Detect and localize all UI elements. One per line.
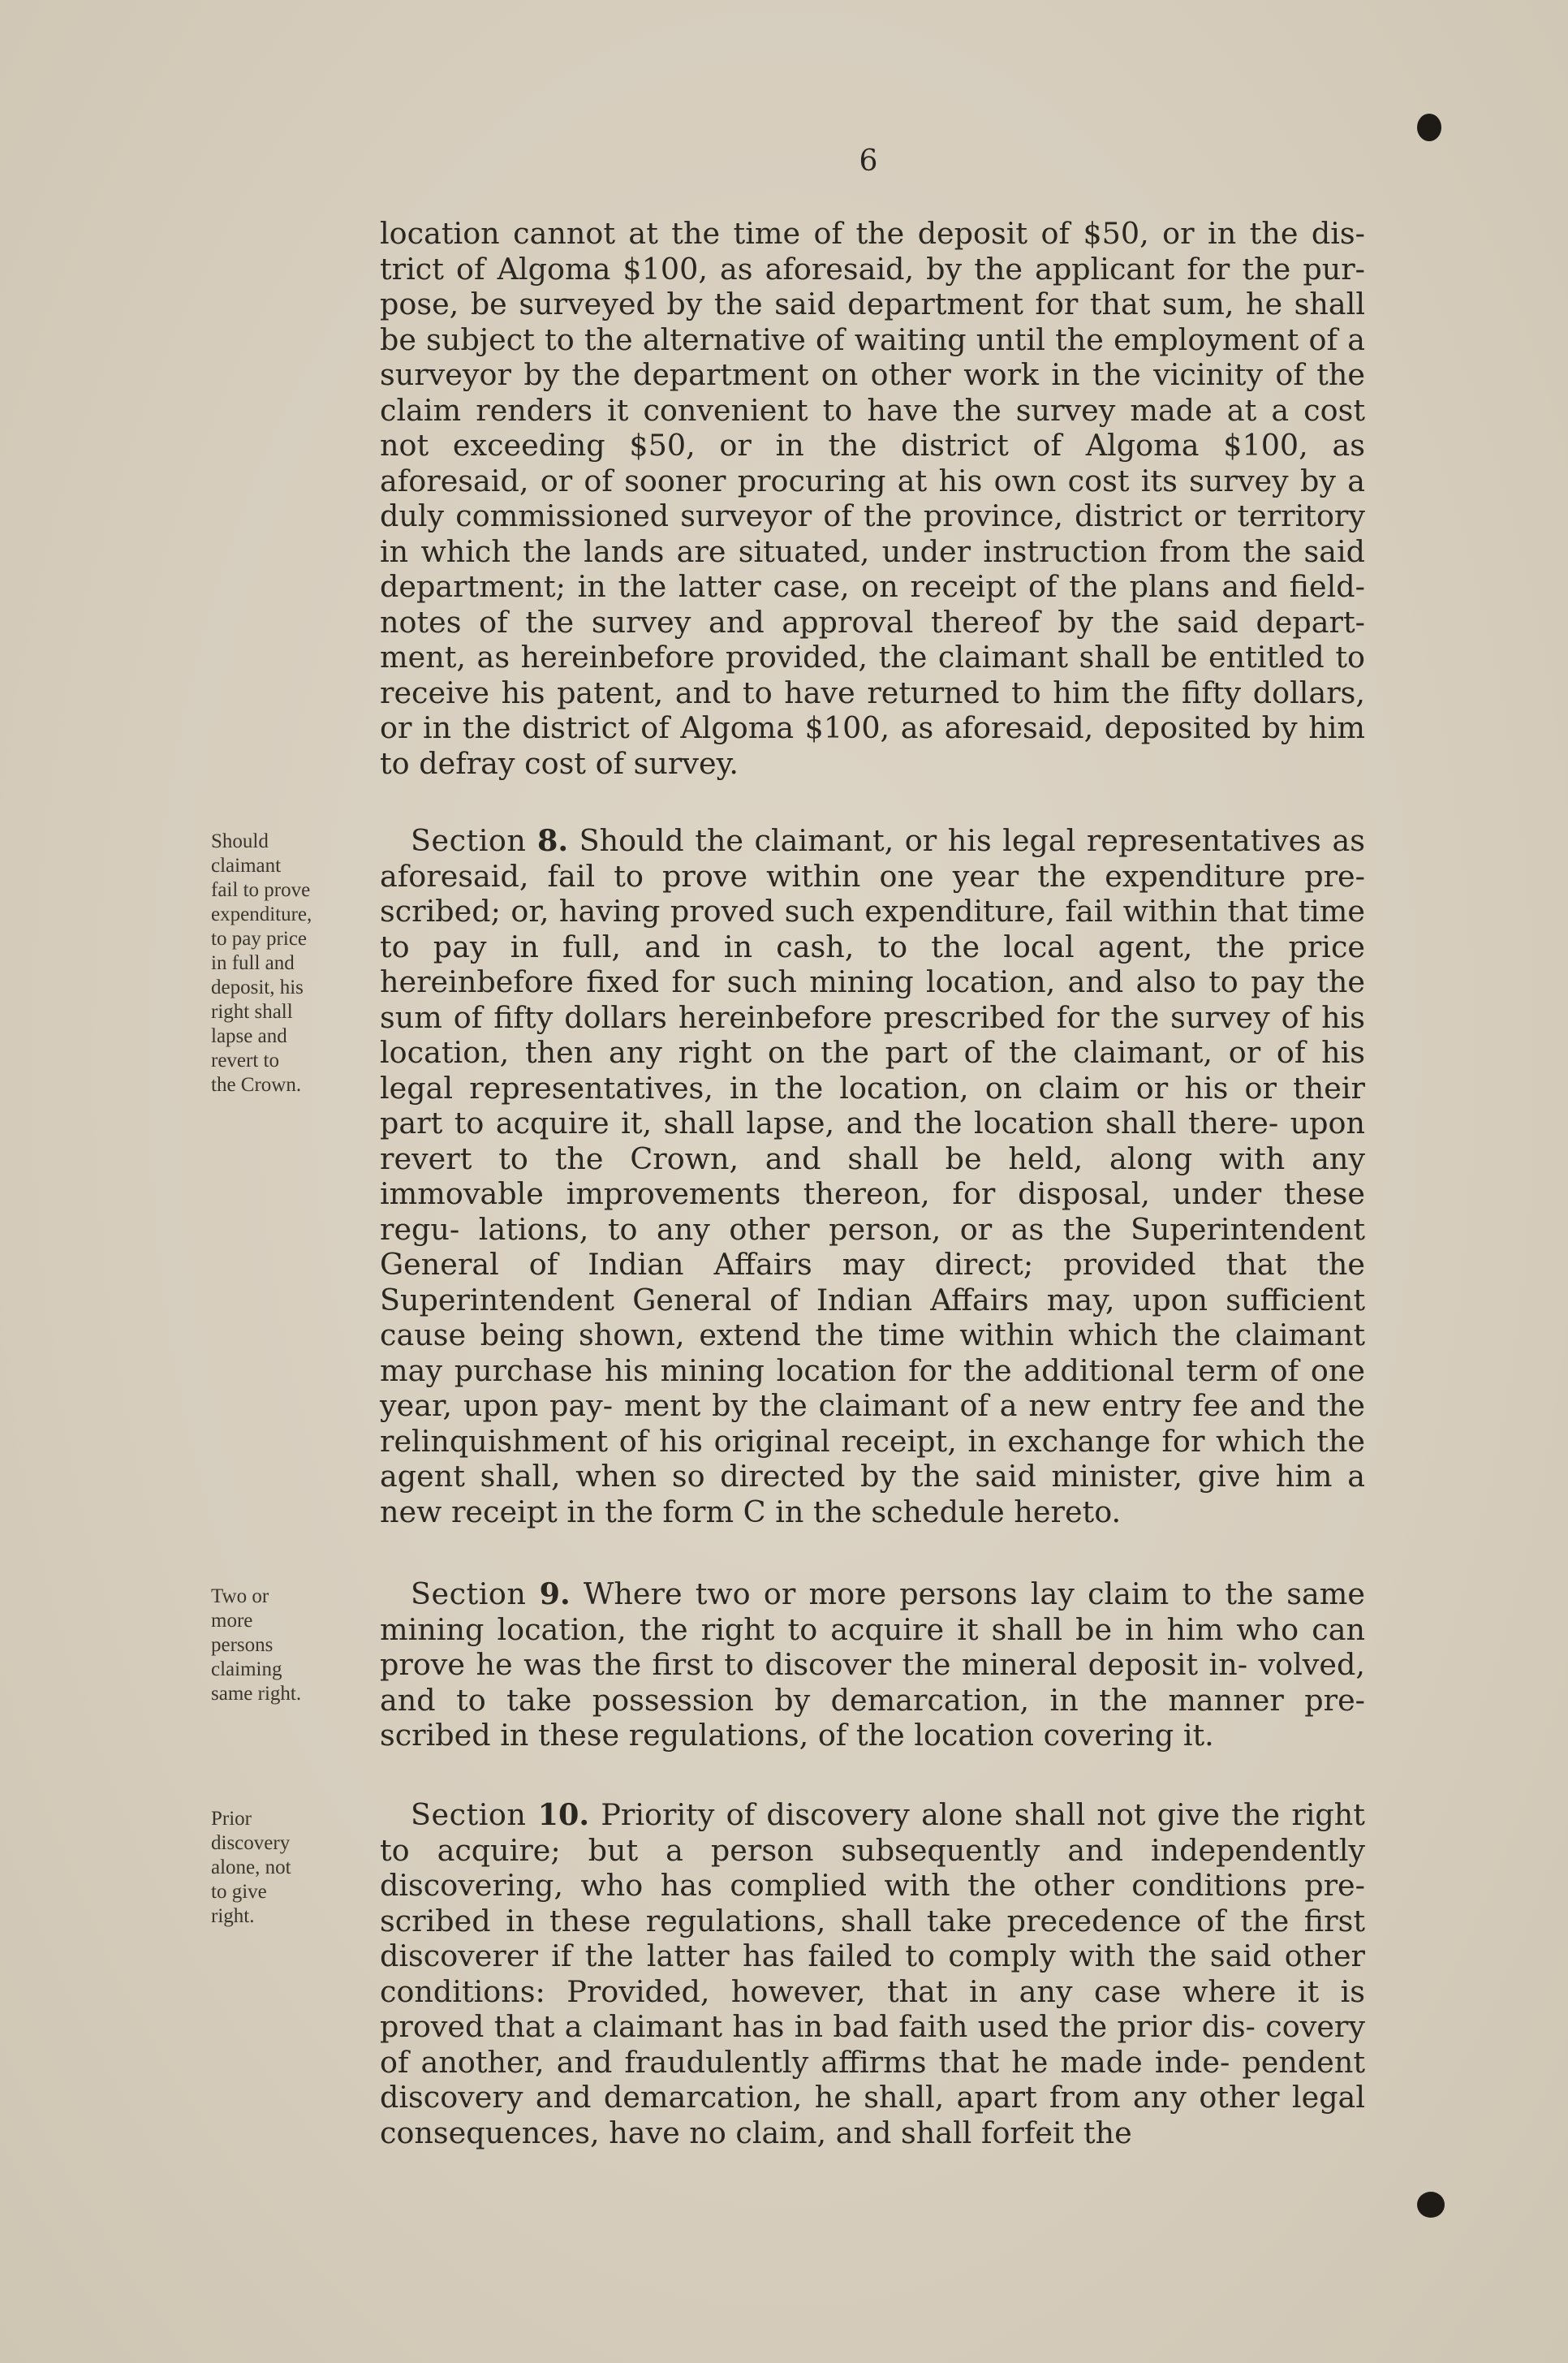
margin-note-line: expenditure,	[211, 903, 312, 925]
text-line: Priority of discovery alone shall not give the	[601, 1797, 1292, 1832]
margin-note-line: Prior	[211, 1808, 252, 1830]
text-line: their part to acquire it, shall lapse, and the location shall there-	[380, 1070, 1365, 1141]
text-line: to defray cost of survey.	[380, 745, 739, 781]
text-line: sum of fifty dollars hereinbefore prescribed for the survey of	[380, 999, 1322, 1035]
text-line: trict of Algoma $100, as aforesaid, by the applicant for the pur-	[380, 251, 1365, 287]
ink-blot-top	[1417, 114, 1441, 141]
text-line: receive his patent, and to have returned to him the fifty dollars,	[380, 675, 1365, 710]
margin-note-line: lapse and	[211, 1025, 287, 1047]
text-line: can prove he was the first to discover the mineral deposit in-	[380, 1611, 1365, 1682]
text-line: pose, be surveyed by the said department for that sum, he shall	[380, 287, 1365, 321]
text-line: scribed in these regulations, shall take precedence of the first	[380, 1903, 1365, 1938]
text-line: immovable improvements thereon, for disposal, under these regu-	[380, 1176, 1365, 1247]
margin-note-section-8	[211, 830, 349, 1097]
text-line: conditions: Provided, however, that in any case where it is	[380, 1973, 1365, 2009]
text-line: upon revert to the Crown, and shall be held, along with any	[380, 1106, 1365, 1176]
text-line: scribed in these regulations, of the location covering it.	[380, 1718, 1214, 1753]
margin-note-line: claimant	[211, 855, 282, 877]
text-line: when so directed by the said minister, give him a new receipt in	[380, 1459, 1365, 1529]
text-line: in which the lands are situated, under instruction from the said	[380, 533, 1365, 569]
margin-note-section-9	[211, 1585, 349, 1706]
text-line: covery of another, and fraudulently affirms that he made inde-	[380, 2009, 1365, 2080]
section-label: Section	[411, 1797, 527, 1832]
margin-note-line: to pay price	[211, 928, 308, 950]
text-line: discoverer if the latter has failed to comply with the said other	[380, 1938, 1365, 1973]
text-line: ment by the claimant of a new entry fee and the relinquishment	[380, 1388, 1366, 1459]
section-label: Section	[411, 823, 527, 858]
text-line: a surveyor by the department on other work in the vicinity of	[380, 321, 1365, 392]
section-number: 10.	[537, 1797, 590, 1832]
margin-note-line: Two or	[211, 1585, 269, 1607]
margin-note-section-10	[211, 1807, 349, 1929]
section-number: 8.	[536, 823, 569, 858]
text-line: the form C in the schedule hereto.	[605, 1494, 1122, 1529]
section-9	[380, 1576, 1365, 1753]
text-line: of Indian Affairs may direct; provided that the Superintendent	[380, 1247, 1365, 1317]
text-line: extend the time within which the claimant may purchase his	[380, 1317, 1365, 1388]
text-line: lations, to any other person, or as the Superintendent General	[380, 1211, 1366, 1282]
margin-note-line: more	[211, 1610, 253, 1632]
text-line: right to acquire; but a person subsequently and independently	[380, 1797, 1365, 1868]
text-line: his location, then any right on the part of the claimant, or of	[380, 999, 1365, 1070]
text-line: notes of the survey and approval thereof by the said depart-	[380, 604, 1365, 640]
text-line: his legal representatives, in the location, on claim or his or	[380, 1035, 1365, 1106]
ink-blot-bottom	[1417, 2192, 1445, 2218]
margin-note-line: revert to	[211, 1050, 279, 1072]
continuation-text	[380, 216, 1365, 781]
text-line: department; in the latter case, on receipt of the plans and field-	[380, 569, 1365, 604]
section-paragraph	[380, 1576, 1365, 1753]
margin-note-line: in full and	[211, 952, 295, 974]
margin-note-line: Should	[211, 830, 269, 852]
section-8	[380, 823, 1365, 1529]
margin-note-line: same right.	[211, 1683, 302, 1705]
text-line: aforesaid, or of sooner procuring at his own cost its survey by a	[380, 463, 1365, 498]
text-line: duly commissioned surveyor of the province, district or territory	[380, 498, 1365, 533]
margin-note-line: deposit, his	[211, 977, 304, 998]
section-10	[380, 1797, 1365, 2150]
text-line: hereinbefore fixed for such mining location, and also to pay the	[380, 964, 1365, 999]
margin-note-line: to give	[211, 1881, 267, 1903]
margin-note-line: claiming	[211, 1658, 282, 1680]
margin-note-line: the Crown.	[211, 1074, 302, 1096]
text-line: discovering, who has complied with the other conditions pre-	[380, 1868, 1365, 1903]
margin-note-line: right shall	[211, 1001, 293, 1023]
text-line: proved that a claimant has in bad faith used the prior dis-	[380, 2009, 1266, 2044]
text-line: Should the claimant, or his legal representatives	[579, 823, 1333, 858]
page-number: 6	[859, 144, 878, 178]
text-line: the claim renders it convenient to have the survey made at a	[380, 357, 1365, 428]
text-line: mining location for the additional term of one year, upon pay-	[380, 1352, 1365, 1423]
margin-note-line: persons	[211, 1634, 274, 1656]
text-line: pendent discovery and demarcation, he shall, apart from any	[380, 2044, 1365, 2115]
text-line: General of Indian Affairs may, upon sufficient cause being shown,	[380, 1282, 1365, 1352]
text-line: or in the district of Algoma $100, as aforesaid, deposited by him	[380, 710, 1365, 745]
text-line: other legal consequences, have no claim, and shall forfeit the	[380, 2080, 1365, 2150]
text-line: volved, and to take possession by demarcation, in the manner pre-	[380, 1647, 1365, 1718]
section-number: 9.	[539, 1576, 571, 1611]
margin-note-line: discovery	[211, 1832, 291, 1854]
text-line: of his original receipt, in exchange for which the agent shall,	[380, 1423, 1365, 1494]
margin-note-line: right.	[211, 1905, 255, 1927]
text-line: mining location, the right to acquire it shall be in him who	[380, 1611, 1312, 1647]
section-label: Section	[411, 1576, 527, 1611]
text-line: as aforesaid, fail to prove within one year the expenditure pre-	[380, 823, 1365, 894]
text-line: location cannot at the time of the deposit of $50, or in the dis-	[380, 216, 1365, 251]
text-line: scribed; or, having proved such expenditure, fail within that	[380, 894, 1299, 929]
text-line: be subject to the alternative of waiting until the employment of	[380, 321, 1348, 357]
text-line: time to pay in full, and in cash, to the local agent, the price	[380, 894, 1365, 964]
text-line: Where two or more persons lay claim to the same	[583, 1576, 1365, 1611]
margin-note-line: fail to prove	[211, 879, 311, 901]
continuation-paragraph	[380, 216, 1365, 781]
section-paragraph	[380, 823, 1365, 1529]
text-line: cost not exceeding $50, or in the district of Algoma $100, as	[380, 392, 1365, 463]
section-paragraph	[380, 1797, 1365, 2150]
margin-note-line: alone, not	[211, 1856, 291, 1878]
text-line: ment, as hereinbefore provided, the claimant shall be entitled to	[380, 640, 1365, 675]
